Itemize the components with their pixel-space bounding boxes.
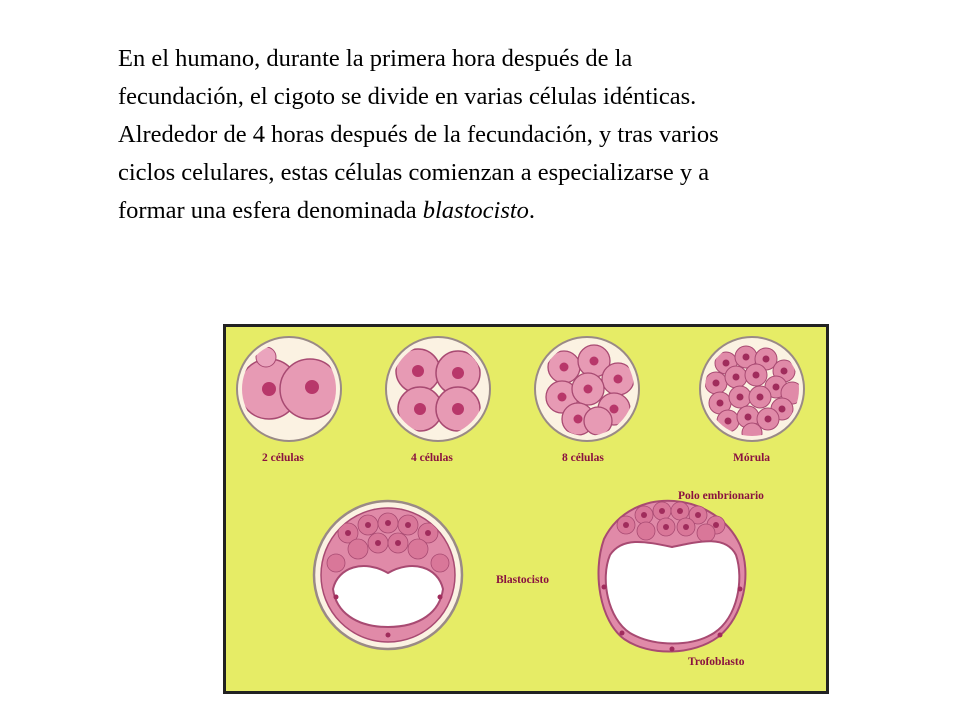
paragraph-line-5 [118, 192, 918, 230]
blastocyst-early [314, 501, 462, 649]
intro-paragraph [118, 40, 918, 230]
label-8-cells: 8 células [562, 452, 604, 464]
embryo-diagram [226, 327, 826, 691]
paragraph-line-1: En el humano, durante la primera hora después de la [118, 45, 633, 72]
stage-2-cells [237, 337, 341, 441]
blastocyst-expanded [598, 501, 745, 652]
embryo-development-figure [223, 324, 829, 694]
label-polo-embrionario: Polo embrionario [678, 490, 764, 502]
paragraph-line-4: ciclos celulares, estas células comienzan a especializarse y a [118, 159, 710, 186]
stage-4-cells [386, 337, 490, 441]
paragraph-line-3: Alrededor de 4 horas después de la fecundación, y tras varios [118, 121, 719, 148]
stage-8-cells [535, 337, 639, 441]
label-trofoblasto: Trofoblasto [688, 656, 745, 668]
stage-morula [700, 337, 804, 443]
blastocisto-term: blastocisto [422, 197, 529, 224]
label-morula: Mórula [733, 452, 771, 464]
paragraph-line-5-prefix: formar una esfera denominada [118, 197, 423, 224]
label-blastocisto: Blastocisto [496, 574, 550, 586]
paragraph-line-5-suffix: . [528, 197, 536, 224]
paragraph-line-2: fecundación, el cigoto se divide en varias células idénticas. [118, 83, 697, 110]
label-4-cells: 4 células [411, 452, 453, 464]
label-2-cells: 2 células [262, 452, 304, 464]
